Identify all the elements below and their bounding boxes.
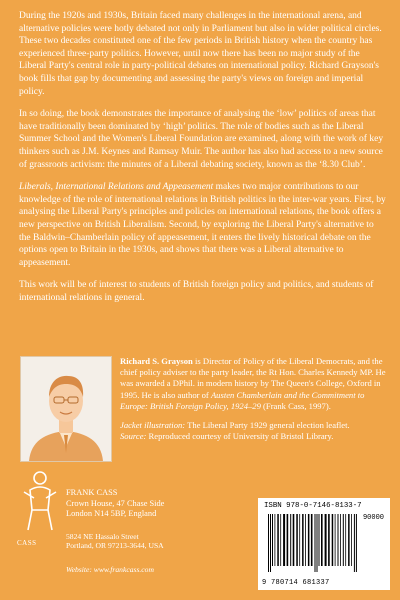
- barcode-bar: [317, 514, 318, 572]
- blurb-paragraph-4: This work will be of interest to students of British foreign policy and politics, and students of international relations in general.: [19, 280, 374, 303]
- isbn-label: ISBN 978-0-7146-8133-7: [264, 502, 362, 510]
- book-title: Liberals, International Relations and Appeasement: [19, 182, 214, 193]
- barcode-bar: [332, 514, 334, 566]
- publisher-name: FRANK CASS: [66, 488, 118, 497]
- publisher-logo: [20, 470, 60, 532]
- blurb-text: [19, 10, 387, 314]
- publisher-logo-text: CASS: [17, 539, 37, 547]
- barcode-bar: [305, 514, 306, 566]
- barcode-bar: [272, 514, 273, 566]
- publisher-us-address-line-2: Portland, OR 97213-3644, USA: [66, 541, 164, 551]
- jacket-credit-text: The Liberal Party 1929 general election leaflet.: [185, 420, 350, 431]
- publisher-us-address: [66, 532, 164, 551]
- barcode-bar: [308, 514, 310, 566]
- barcode-bar: [280, 514, 281, 566]
- barcode-bar: [335, 514, 336, 566]
- barcode-bar: [268, 514, 269, 572]
- barcode-bar: [311, 514, 313, 566]
- blurb-paragraph-3-body: makes two major contributions to our knowledge of the role of international relations in British politics in the inter-war years. First, by analysing the Liberal Party's principles and policies on international relations, the book offers a new perspective on British Liberalism. Second, by exploring the Liberal Party's alternative to the Baldwin–Chamberlain policy of appeasement, it enters the lively historical debate on the options open to Britain in the 1930s, and shows that there was a Liberal alternative to appeasement.: [19, 182, 386, 268]
- barcode-bar: [340, 514, 341, 566]
- barcode-bar: [302, 514, 304, 566]
- barcode-bar: [315, 514, 316, 572]
- author-bio-text-a: is Director of Policy of the Liberal Democrats, and the chief policy adviser to the party leader, the Rt Hon. Charles Kennedy MP. He was awarded a DPhil. in modern history by The Queen's College, Oxford in 1995. He is also author of: [120, 356, 386, 400]
- barcode-bar: [351, 514, 352, 566]
- barcode-bar: [277, 514, 279, 566]
- ean-digits: 9 780714 681337: [262, 579, 330, 587]
- author-bio: [120, 356, 390, 450]
- barcode-bar: [296, 514, 298, 566]
- publisher-website: Website: www.frankcass.com: [66, 565, 154, 574]
- author-photo: [20, 356, 112, 462]
- previous-book-title: Austen Chamberlain and the Commitment to Europe: British Foreign Policy, 1924–29: [120, 389, 365, 411]
- barcode-bar: [328, 514, 330, 566]
- publisher-us-address-line-1: 5824 NE Hassalo Street: [66, 532, 139, 541]
- barcode-bar: [283, 514, 285, 566]
- blurb-paragraph-1: During the 1920s and 1930s, Britain faced many challenges in the international arena, and alternative policies were hotly debated not only in Parliament but also in wider political circles. These two decades constituted one of the few periods in British history when the country has experienced three-party politics. However, until now there has been no major study of the Liberal Party's central role in party-political debates on international policy. Richard Grayson's book fills that gap by documenting and assessing the party's views on foreign and imperial policy.: [19, 11, 382, 97]
- source-credit-label: Source:: [120, 431, 147, 442]
- author-bio-text-b: (Frank Cass, 1997).: [260, 400, 331, 411]
- publisher-uk-address: [66, 488, 164, 520]
- author-name: Richard S. Grayson: [120, 356, 193, 366]
- barcode-bar: [343, 514, 344, 566]
- blurb-paragraph-3: [19, 181, 387, 269]
- source-credit-text: Reproduced courtesy of University of Bristol Library.: [146, 431, 334, 442]
- publisher-address-line-1: Crown House, 47 Chase Side: [66, 498, 165, 508]
- publisher-figure-icon: [20, 470, 60, 532]
- barcode-bar: [290, 514, 291, 566]
- publisher-address-line-2: London N14 5BP, England: [66, 509, 157, 519]
- barcode-bar: [338, 514, 339, 566]
- barcode-bar: [321, 514, 323, 566]
- barcode-bar: [348, 514, 350, 566]
- barcode-bar: [275, 514, 276, 566]
- barcode-bar: [345, 514, 346, 566]
- barcode-bar: [299, 514, 300, 566]
- price-code: 90000: [362, 514, 384, 522]
- barcode-bar: [270, 514, 271, 572]
- barcode-bar: [287, 514, 289, 566]
- barcode-bar: [293, 514, 295, 566]
- barcode-bars: [264, 514, 384, 572]
- barcode-bar: [356, 514, 357, 572]
- barcode-bar: [319, 514, 320, 566]
- barcode: [258, 498, 390, 590]
- jacket-credit: [120, 420, 390, 442]
- jacket-credit-label: Jacket illustration:: [120, 420, 186, 431]
- author-bio-paragraph: [120, 356, 390, 412]
- barcode-bar: [325, 514, 327, 566]
- barcode-bar: [354, 514, 355, 572]
- blurb-paragraph-2: In so doing, the book demonstrates the importance of analysing the ‘low’ politics of areas that have traditionally been dominated by ‘high’ politics. The role of bodies such as the Liberal Summer School and the Women's Liberal Foundation are examined, along with the work of key thinkers such as J.M. Keynes and Ramsay Muir. The author has also had access to a new source of grassroots activism: the minutes of a Liberal debating society, known as the ‘8.30 Club’.: [19, 109, 384, 170]
